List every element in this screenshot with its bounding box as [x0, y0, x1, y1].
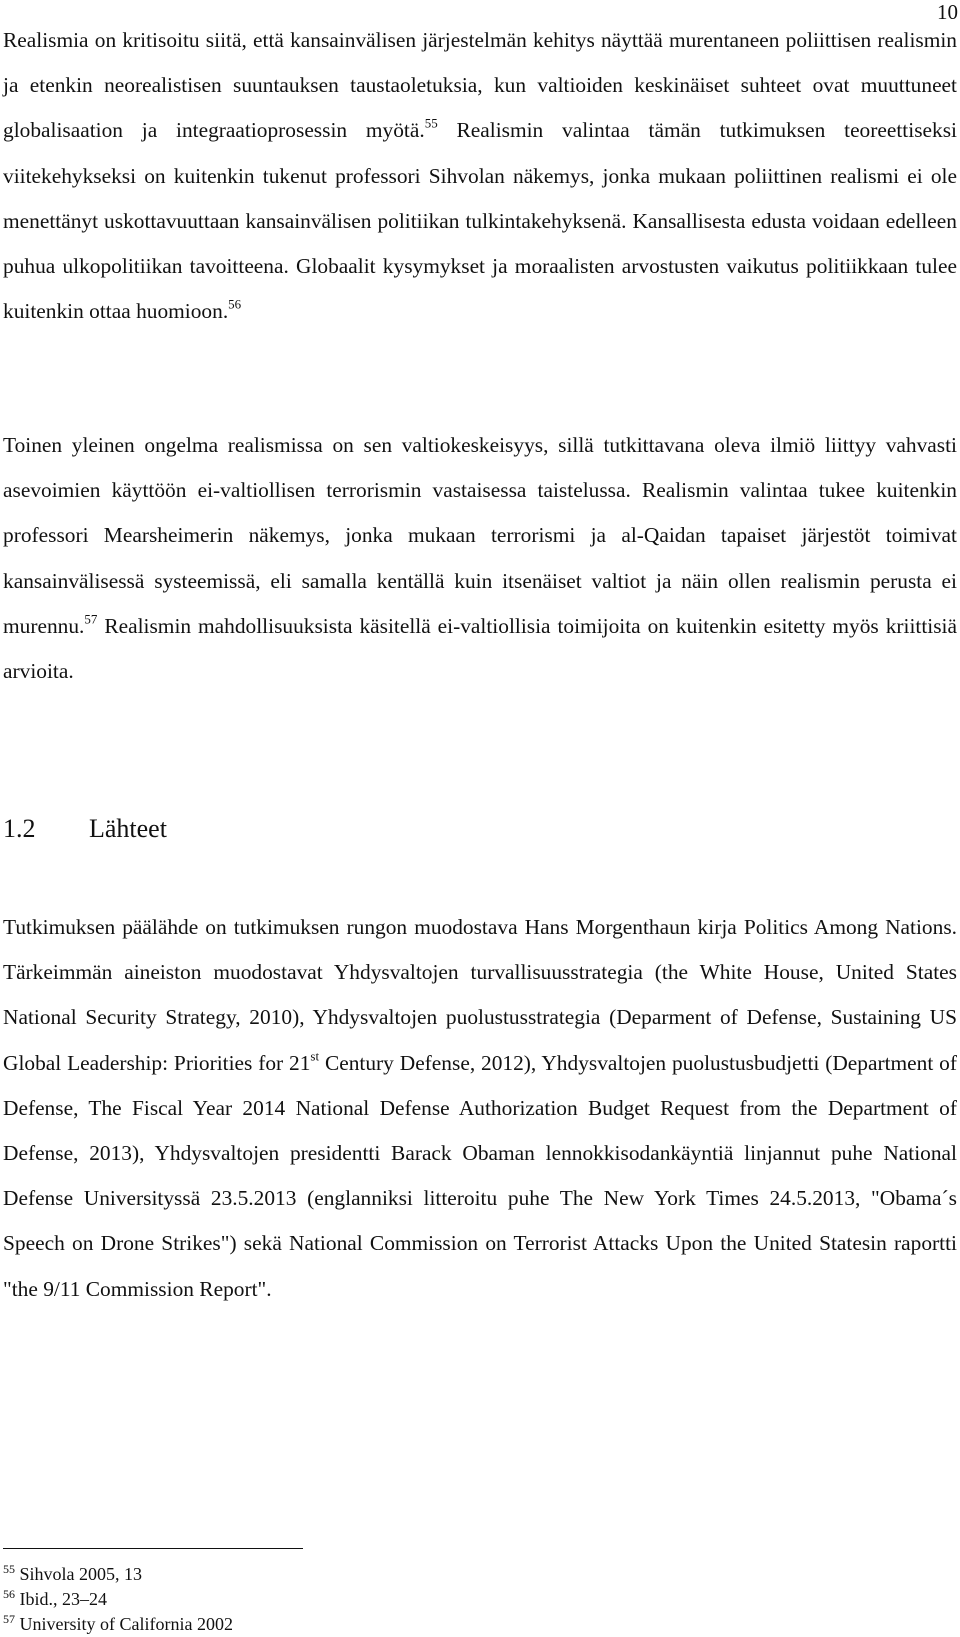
paragraph-text: Toinen yleinen ongelma realismissa on sen valtiokeskeisyys, sillä tutkittavana oleva ilmiö liittyy vahvasti asevoimien käyttöön ei-valtiollisen terrorismin vastaisessa taistelussa. Realismin valintaa tukee kuitenkin professori Mearsheimerin näkemys, jonka mukaan terrorismi ja al-Qaidan tapaiset järjestöt toimivat kansainvälisessä systeemissä, eli samalla kentällä kuin itsenäiset valtiot ja näin ollen realismin perusta ei murennu. — [3, 433, 957, 638]
footnote-number: 56 — [3, 1586, 15, 1601]
paragraph-realism-criticism — [3, 18, 957, 334]
footnote-separator — [3, 1548, 303, 1549]
section-number: 1.2 — [3, 814, 36, 843]
footnote-text: Ibid., 23–24 — [19, 1589, 107, 1609]
page-number: 10 — [937, 0, 958, 24]
ordinal-superscript: st — [310, 1047, 320, 1063]
paragraph-text: Century Defense, 2012), Yhdysvaltojen puolustusbudjetti (Department of Defense, The Fiscal Year 2014 National Defense Authorization Budget Request from the Department of Defense, 2013), Yhdysvaltojen presidentti Barack Obaman lennokkisodankäyntiä linjannut puhe National Defense Universityssä 23.5.2013 (englanniksi litteroitu puhe The New York Times 24.5.2013, "Obama´s Speech on Drone Strikes") sekä National Commission on Terrorist Attacks Upon the United Statesin raportti "the 9/11 Commission Report". — [3, 1050, 957, 1301]
paragraph-text: Realismia on kritisoitu siitä, että kansainvälisen järjestelmän kehitys näyttää murentaneen poliittisen realismin ja etenkin neorealistisen suuntauksen taustaoletuksia, kun valtioiden keskinäiset suhteet ovat muuttuneet globalisaation ja integraatioprosessin myötä. — [3, 28, 957, 143]
footnote-number: 57 — [3, 1611, 15, 1626]
footnotes — [3, 1562, 233, 1637]
footnote-item — [3, 1612, 233, 1637]
footnote-number: 55 — [3, 1561, 15, 1576]
paragraph-text: Realismin valintaa tämän tutkimuksen teoreettiseksi viitekehykseksi on kuitenkin tukenut professori Sihvolan näkemys, jonka mukaan poliittinen realismi ei ole menettänyt uskottavuuttaan kansainvälisen politiikan tulkintakehyksenä. Kansallisesta edusta voidaan edelleen puhua ulkopolitiikan tavoitteena. Globaalit kysymykset ja moraalisten arvostusten vaikutus politiikkaan tulee kuitenkin ottaa huomioon. — [3, 118, 957, 324]
footnote-ref-57[interactable]: 57 — [84, 611, 98, 627]
paragraph-text: Realismin mahdollisuuksista käsitellä ei-valtiollisia toimijoita on kuitenkin esitetty myös kriittisiä arvioita. — [3, 613, 957, 684]
footnote-item — [3, 1562, 233, 1587]
section-title: Lähteet — [89, 814, 167, 843]
section-heading — [3, 813, 167, 845]
footnote-item — [3, 1587, 233, 1612]
footnote-ref-55[interactable]: 55 — [424, 115, 438, 131]
footnote-ref-56[interactable]: 56 — [228, 296, 242, 312]
footnote-text: Sihvola 2005, 13 — [19, 1564, 143, 1584]
paragraph-text: Tutkimuksen päälähde on tutkimuksen rungon muodostava Hans Morgenthaun kirja Politics Among Nations. Tärkeimmän aineiston muodostavat Yhdysvaltojen turvallisuusstrategia (the White House, United States National Security Strategy, 2010), Yhdysvaltojen puolustusstrategia (Deparment of Defense, Sustaining US Global Leadership: Priorities for 21 — [3, 915, 957, 1075]
paragraph-state-centrism — [3, 423, 957, 694]
paragraph-sources — [3, 905, 957, 1312]
footnote-text: University of California 2002 — [19, 1614, 233, 1634]
